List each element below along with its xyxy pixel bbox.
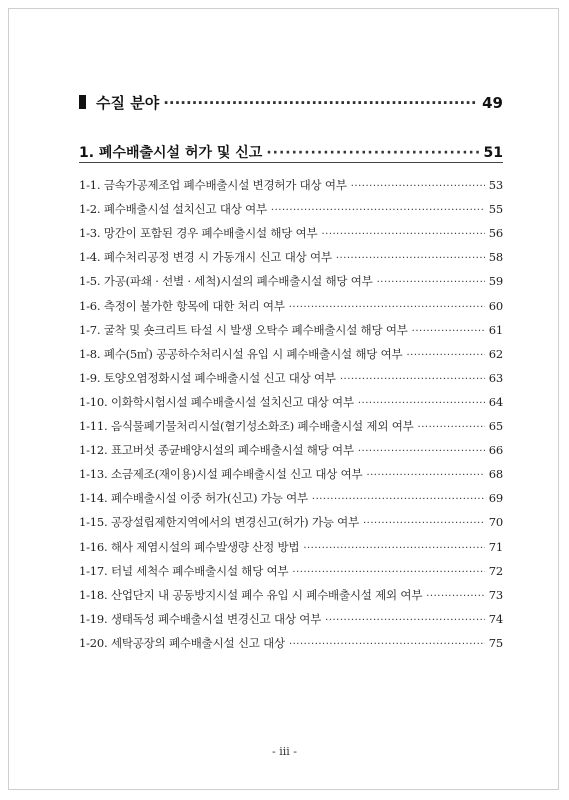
toc-entry[interactable] — [79, 563, 503, 579]
dot-leader — [292, 567, 484, 578]
footer-page-number: - iii - — [272, 745, 297, 758]
toc-entry-page-number: 68 — [488, 467, 503, 482]
toc-entry-title: 1-9. 토양오염정화시설 폐수배출시설 신고 대상 여부 — [79, 370, 336, 385]
toc-entry[interactable] — [79, 201, 503, 217]
toc-entry-title: 1-4. 폐수처리공정 변경 시 가동개시 신고 대상 여부 — [79, 250, 332, 265]
toc-entry[interactable] — [79, 611, 503, 627]
toc-entry-page-number: 62 — [488, 346, 503, 361]
chapter-page-number: 51 — [483, 145, 503, 161]
toc-entry-page-number: 72 — [488, 563, 503, 578]
toc-entry[interactable] — [79, 587, 503, 603]
toc-entry-page-number: 60 — [488, 298, 503, 313]
toc-entry[interactable] — [79, 346, 503, 362]
dot-leader — [266, 145, 479, 161]
dot-leader — [303, 543, 484, 554]
dot-leader — [340, 374, 485, 385]
toc-entry-page-number: 71 — [488, 539, 503, 554]
toc-entry-title: 1-12. 표고버섯 종균배양시설의 폐수배출시설 해당 여부 — [79, 443, 354, 458]
toc-section-heading[interactable] — [79, 92, 503, 113]
toc-entry-title: 1-18. 산업단지 내 공동방지시설 폐수 유입 시 폐수배출시설 제외 여부 — [79, 587, 423, 602]
toc-entry-page-number: 61 — [488, 322, 503, 337]
dot-leader — [406, 350, 484, 361]
toc-entry[interactable] — [79, 490, 503, 506]
toc-entry-page-number: 56 — [488, 226, 503, 241]
dot-leader — [321, 229, 484, 240]
square-bullet-icon — [79, 95, 86, 109]
section-title: 수질 분야 — [96, 94, 160, 112]
toc-entry[interactable] — [79, 466, 503, 482]
dot-leader — [426, 591, 485, 602]
toc-entry-page-number: 64 — [488, 394, 503, 409]
toc-entry-title: 1-6. 측정이 불가한 항목에 대한 처리 여부 — [79, 298, 285, 313]
toc-entry[interactable] — [79, 514, 503, 530]
toc-entry-page-number: 58 — [488, 250, 503, 265]
toc-entry[interactable] — [79, 539, 503, 555]
toc-entry-page-number: 53 — [488, 178, 503, 192]
toc-entry-title: 1-1. 금속가공제조업 폐수배출시설 변경허가 대상 여부 — [79, 178, 347, 192]
toc-entry-title: 1-5. 가공(파쇄 · 선별 · 세척)시설의 폐수배출시설 해당 여부 — [79, 274, 373, 289]
toc-entry-title: 1-13. 소금제조(재이용)시설 폐수배출시설 신고 대상 여부 — [79, 467, 363, 482]
toc-entry-page-number: 66 — [488, 443, 503, 458]
toc-entry[interactable] — [79, 370, 503, 386]
toc-entry-title: 1-19. 생태독성 폐수배출시설 변경신고 대상 여부 — [79, 611, 322, 626]
toc-entry-title: 1-14. 폐수배출시설 이중 허가(신고) 가능 여부 — [79, 491, 308, 506]
dot-leader — [336, 253, 485, 264]
toc-entry-page-number: 70 — [488, 515, 503, 530]
chapter-underline — [79, 162, 503, 163]
toc-entry[interactable] — [79, 418, 503, 434]
toc-entry-title: 1-7. 굴착 및 숏크리트 타설 시 발생 오탁수 폐수배출시설 해당 여부 — [79, 322, 408, 337]
dot-leader — [412, 326, 485, 337]
toc-entry-title: 1-17. 터널 세척수 폐수배출시설 해당 여부 — [79, 563, 289, 578]
chapter-title: 1. 폐수배출시설 허가 및 신고 — [79, 145, 263, 161]
toc-entry[interactable] — [79, 177, 503, 193]
toc-entry-title: 1-15. 공장설립제한지역에서의 변경신고(허가) 가능 여부 — [79, 515, 359, 530]
toc-entry-page-number: 74 — [488, 611, 503, 626]
dot-leader — [163, 94, 478, 112]
toc-entry-page-number: 69 — [488, 491, 503, 506]
dot-leader — [358, 398, 485, 409]
dot-leader — [358, 446, 485, 457]
dot-leader — [312, 494, 485, 505]
dot-leader — [363, 518, 485, 529]
dot-leader — [418, 422, 485, 433]
toc-chapter-heading[interactable] — [79, 142, 503, 162]
dot-leader — [271, 205, 485, 216]
dot-leader — [325, 615, 485, 626]
toc-entry-title: 1-16. 해사 제염시설의 폐수발생량 산정 방법 — [79, 539, 300, 554]
toc-entry-title: 1-10. 이화학시험시설 폐수배출시설 설치신고 대상 여부 — [79, 394, 354, 409]
dot-leader — [351, 181, 485, 192]
toc-entry[interactable] — [79, 442, 503, 458]
toc-entry-page-number: 63 — [488, 370, 503, 385]
toc-entry-page-number: 59 — [488, 274, 503, 289]
toc-entry[interactable] — [79, 225, 503, 241]
dot-leader — [289, 639, 485, 650]
dot-leader — [377, 277, 485, 288]
toc-entry-page-number: 75 — [488, 635, 503, 650]
toc-entry-title: 1-11. 음식물폐기물처리시설(혐기성소화조) 폐수배출시설 제외 여부 — [79, 419, 414, 433]
toc-entry[interactable] — [79, 394, 503, 410]
toc-entry-title: 1-20. 세탁공장의 폐수배출시설 신고 대상 — [79, 635, 285, 650]
toc-entry-title: 1-2. 폐수배출시설 설치신고 대상 여부 — [79, 202, 267, 217]
section-page-number: 49 — [482, 94, 503, 112]
toc-entry-title: 1-3. 망간이 포함된 경우 폐수배출시설 해당 여부 — [79, 226, 318, 241]
dot-leader — [289, 302, 485, 313]
toc-entry-page-number: 55 — [488, 202, 503, 217]
toc-entry[interactable] — [79, 298, 503, 314]
toc-entry[interactable] — [79, 273, 503, 289]
toc-entry-page-number: 73 — [488, 587, 503, 602]
dot-leader — [366, 470, 484, 481]
toc-entry[interactable] — [79, 249, 503, 265]
toc-entry-title: 1-8. 폐수(5㎥) 공공하수처리시설 유입 시 폐수배출시설 해당 여부 — [79, 346, 403, 361]
toc-entry-page-number: 65 — [488, 419, 503, 433]
toc-entry[interactable] — [79, 635, 503, 651]
toc-entry[interactable] — [79, 322, 503, 338]
